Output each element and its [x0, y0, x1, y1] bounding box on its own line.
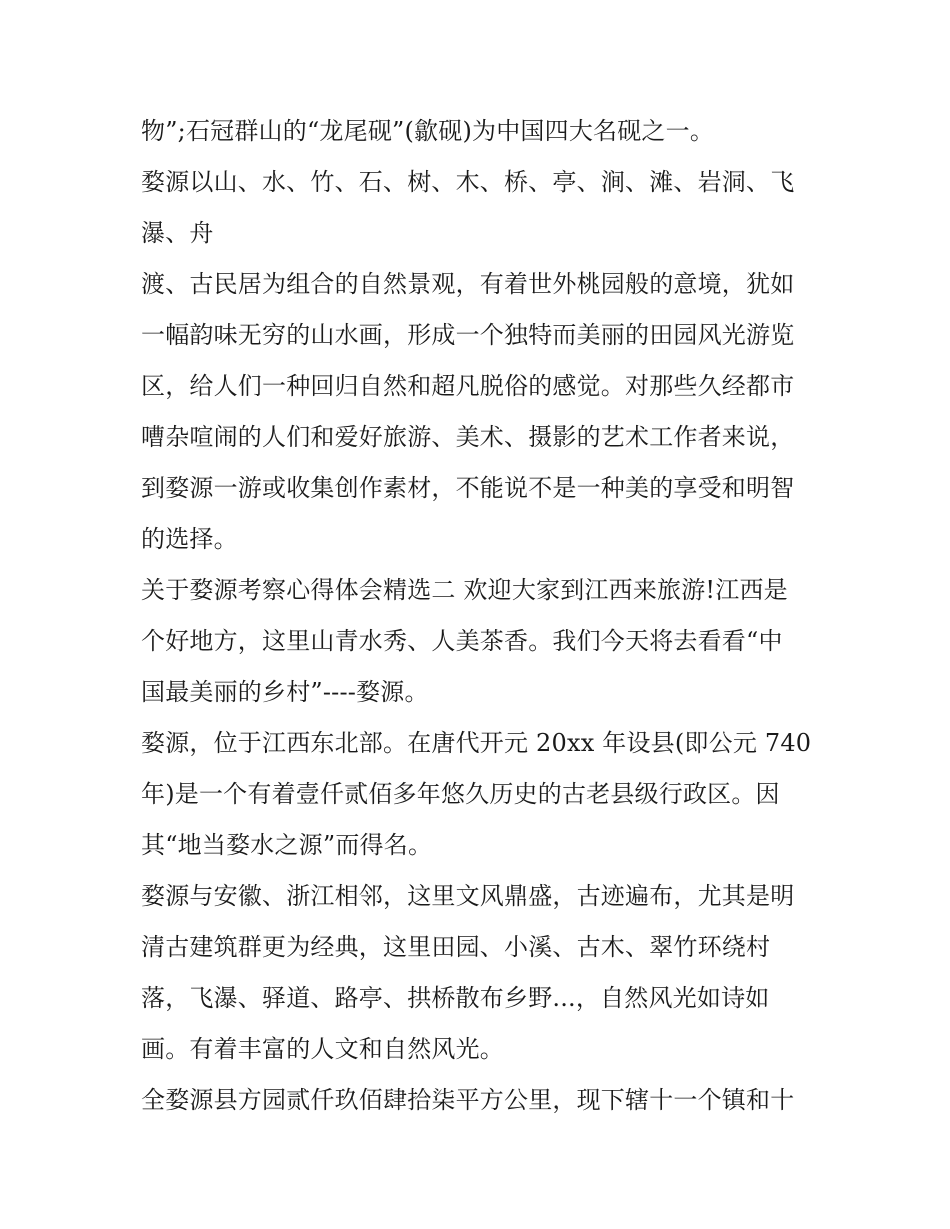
text-line: 物”;石冠群山的“龙尾砚”(歙砚)为中国四大名砚之一。: [141, 117, 715, 145]
text-line: 清古建筑群更为经典，这里田园、小溪、古木、翠竹环绕村: [141, 933, 771, 961]
text-line: 画。有着丰富的人文和自然风光。: [141, 1035, 504, 1063]
text-line: 嘈杂喧闹的人们和爱好旅游、美术、摄影的艺术工作者来说，: [141, 423, 795, 451]
text-line: 婺源，位于江西东北部。在唐代开元 20xx 年设县(即公元 740: [141, 729, 812, 757]
text-line: 年)是一个有着壹仟贰佰多年悠久历史的古老县级行政区。因: [141, 780, 780, 808]
text-line: 全婺源县方园贰仟玖佰肆拾柒平方公里，现下辖十一个镇和十: [141, 1086, 795, 1114]
text-line: 一幅韵味无穷的山水画，形成一个独特而美丽的田园风光游览: [141, 321, 795, 349]
text-line: 落，飞瀑、驿道、路亭、拱桥散布乡野...，自然风光如诗如: [141, 984, 770, 1012]
text-line: 其“地当婺水之源”而得名。: [141, 831, 433, 859]
text-line: 的选择。: [141, 525, 238, 553]
text-line: 国最美丽的乡村”----婺源。: [141, 678, 429, 706]
text-line: 婺源以山、水、竹、石、树、木、桥、亭、涧、滩、岩洞、飞: [141, 168, 795, 196]
text-line: 关于婺源考察心得体会精选二 欢迎大家到江西来旅游!江西是: [141, 576, 788, 604]
text-line: 区，给人们一种回归自然和超凡脱俗的感觉。对那些久经都市: [141, 372, 795, 400]
text-line: 个好地方，这里山青水秀、人美茶香。我们今天将去看看“中: [141, 627, 783, 655]
document-body: [141, 106, 821, 1126]
text-line: 渡、古民居为组合的自然景观，有着世外桃园般的意境，犹如: [141, 270, 795, 298]
text-line: 婺源与安徽、浙江相邻，这里文风鼎盛，古迹遍布，尤其是明: [141, 882, 795, 910]
text-line: 到婺源一游或收集创作素材，不能说不是一种美的享受和明智: [141, 474, 795, 502]
text-line: 瀑、舟: [141, 219, 214, 247]
